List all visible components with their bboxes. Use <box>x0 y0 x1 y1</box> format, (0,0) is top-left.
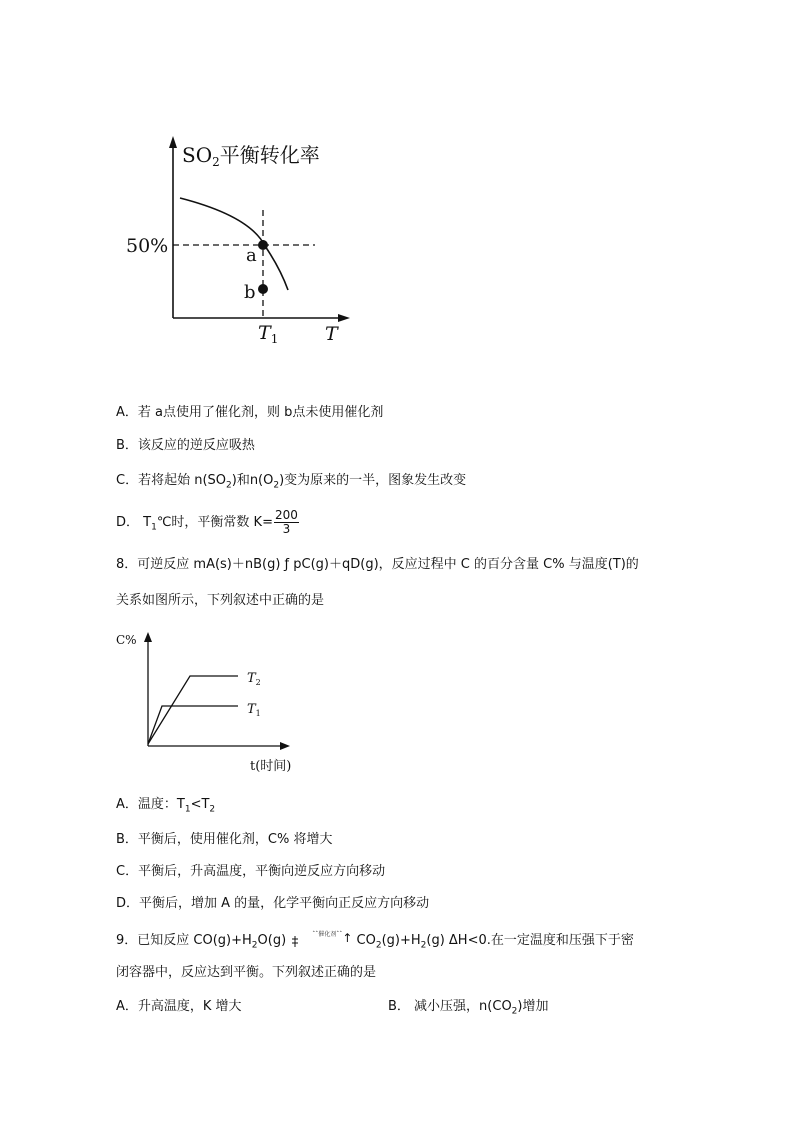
q7-option-c: C．若将起始 $n(SO_2)$和$n(O_2)$变为原来的一半，图象发生改变 <box>116 473 467 491</box>
q8-stem-line2: 关系如图所示，下列叙述中正确的是 <box>116 593 325 608</box>
q9-option-b: B． 减小压强，$n(CO_2)$增加 <box>388 999 549 1017</box>
q9-option-a: A．升高温度，K 增大 <box>116 999 242 1014</box>
point-b-marker <box>258 284 268 294</box>
c-percent-figure <box>112 628 312 778</box>
so2-conversion-figure <box>120 128 380 358</box>
q8-stem-line1: 8．可逆反应 mA(s)＋nB(g) ƒ pC(g)＋qD(g)，反应过程中 C 的百分含量 C% 与温度(T)的 <box>116 557 639 572</box>
t2-curve <box>148 676 238 744</box>
q7-option-d: D． $T_1℃$时，平衡常数 K= $\frac{200}{3}$ <box>116 508 298 536</box>
percent-50-label: 50% <box>126 235 169 257</box>
y-axis-label: $SO_2$平衡转化率 <box>182 143 320 169</box>
q8-option-d: D．平衡后，增加 A 的量，化学平衡向正反应方向移动 <box>116 896 430 911</box>
point-a-marker <box>258 240 268 250</box>
q7-option-a: A．若 a点使用了催化剂，则 b点未使用催化剂 <box>116 405 384 420</box>
q8-option-c: C．平衡后，升高温度，平衡向逆反应方向移动 <box>116 864 386 879</box>
x-axis-arrow <box>280 742 290 750</box>
q7-option-b: B．该反应的逆反应吸热 <box>116 438 255 453</box>
q9-stem-line2: 闭容器中，反应达到平衡。下列叙述正确的是 <box>116 965 377 980</box>
point-a-label: a <box>246 245 257 266</box>
point-b-label: b <box>244 282 256 303</box>
reversible-arrow-icon <box>290 934 310 948</box>
q8-option-a: A．温度：$T_1<T_2$ <box>116 797 216 815</box>
x-axis-arrow <box>338 314 350 322</box>
t2-label: $T_2$ <box>247 671 261 687</box>
conversion-curve <box>180 198 288 290</box>
q9-stem-line1: 9．已知反应 $CO(g)+H_2O(g)$ $^{ˆˆ催化剂ˆˆ}$↑ $CO_2(g)+H_2(g)$ ΔH<0.在一定温度和压强下于密 <box>116 931 634 951</box>
t1-curve <box>148 706 238 744</box>
x-axis-label: t(时间) <box>250 759 292 774</box>
y-axis-arrow <box>169 136 177 148</box>
x-axis-label: T <box>325 323 338 345</box>
y-axis-arrow <box>144 632 152 642</box>
fraction-200-3: $\frac{200}{3}$ <box>274 508 298 536</box>
reversible-arrow-right-icon: ↑ <box>342 931 353 945</box>
t1-label: $T_1$ <box>247 702 261 718</box>
q8-option-b: B．平衡后，使用催化剂，C% 将增大 <box>116 832 333 847</box>
y-axis-label: C% <box>116 633 137 647</box>
catalyst-condition: ˆˆ催化剂ˆˆ <box>312 931 343 938</box>
t1-label: $T_1$ <box>258 322 279 346</box>
